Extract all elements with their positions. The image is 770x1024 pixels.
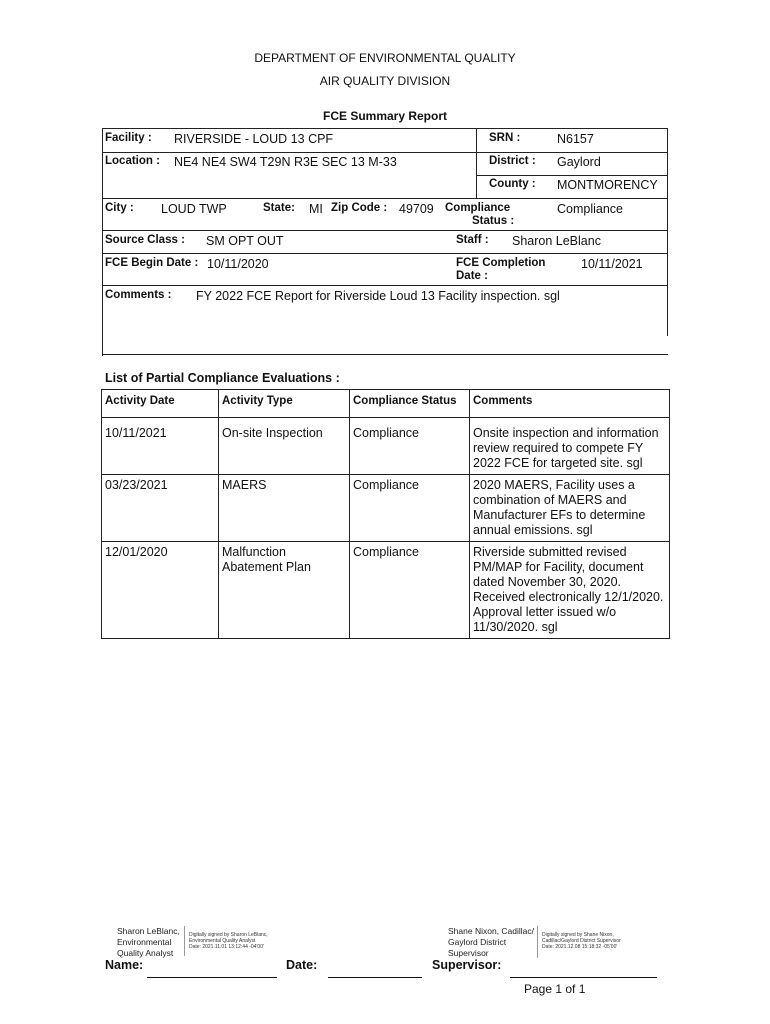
col-activity-type: Activity Type: [219, 390, 350, 418]
district-label: District :: [489, 155, 536, 167]
source-class-label: Source Class :: [105, 234, 185, 246]
table-row: [102, 542, 670, 639]
staff-value: Sharon LeBlanc: [512, 234, 601, 248]
box-left-border: [102, 128, 103, 356]
row-date: 10/11/2021: [102, 418, 219, 475]
analyst-digital-line2: Environmental Quality Analyst: [189, 938, 256, 944]
analyst-digital-signature: [189, 932, 279, 950]
state-label: State:: [263, 202, 295, 214]
state-value: MI: [309, 202, 323, 216]
srn-value: N6157: [557, 132, 594, 146]
row-comments: Riverside submitted revised PM/MAP for Facility, document dated November 30, 2020. Received electronically 12/1/2020. Approval letter issued w/o 11/30/2020. sgl: [470, 542, 670, 639]
supervisor-digital-line2: Cadillac/Gaylord District Supervisor: [542, 938, 621, 944]
comments-value: FY 2022 FCE Report for Riverside Loud 13 Facility inspection. sgl: [196, 289, 560, 303]
row-status: Compliance: [350, 542, 470, 639]
table-row: [102, 475, 670, 542]
col-comments: Comments: [470, 390, 670, 418]
row-divider-3: [102, 198, 668, 199]
location-value: NE4 NE4 SW4 T29N R3E SEC 13 M-33: [174, 155, 397, 169]
col-compliance-status: Compliance Status: [350, 390, 470, 418]
row-date: 12/01/2020: [102, 542, 219, 639]
report-title: FCE Summary Report: [322, 109, 448, 123]
page-number: Page 1 of 1: [524, 982, 586, 996]
box-right-border: [667, 128, 668, 336]
table-row: [102, 418, 670, 475]
supervisor-digital-signature: [542, 932, 642, 950]
facility-value: RIVERSIDE - LOUD 13 CPF: [174, 132, 334, 146]
fce-completion-label-1: FCE Completion: [456, 257, 546, 269]
supervisor-digital-line3: Date: 2021.12.08 15:18:32 -05'00': [542, 944, 618, 950]
county-label: County :: [489, 178, 536, 190]
box-top-border: [102, 128, 668, 129]
analyst-signature-name: Sharon LeBlanc, Environmental Quality Analyst: [117, 926, 180, 958]
row-comments: 2020 MAERS, Facility uses a combination of MAERS and Manufacturer EFs to determine annual emissions. sgl: [470, 475, 670, 542]
analyst-digital-line3: Date: 2021.11.01 13:12:44 -04'00': [189, 944, 264, 950]
row-status: Compliance: [350, 475, 470, 542]
row-type: MAERS: [219, 475, 350, 542]
zip-value: 49709: [399, 202, 434, 216]
supervisor-label: Supervisor:: [432, 958, 502, 972]
row-divider-1: [102, 152, 668, 153]
row-status: Compliance: [350, 418, 470, 475]
compliance-status-value: Compliance: [557, 202, 624, 216]
row-type: On-site Inspection: [219, 418, 350, 475]
box-column-divider: [476, 128, 477, 198]
pce-header-row: [102, 390, 670, 418]
row-divider-6: [102, 285, 668, 286]
source-class-value: SM OPT OUT: [206, 234, 284, 248]
row-comments: Onsite inspection and information review required to compete FY 2022 FCE for targeted site. sgl: [470, 418, 670, 475]
facility-label: Facility :: [105, 132, 152, 144]
analyst-signature-divider: [184, 926, 185, 956]
row-divider-2: [476, 175, 668, 176]
zip-label: Zip Code :: [331, 202, 388, 214]
box-bottom-border: [102, 354, 668, 355]
fce-completion-label-2: Date :: [456, 270, 488, 282]
compliance-status-label-1: Compliance: [445, 202, 511, 214]
supervisor-signature-line: [510, 977, 657, 978]
county-value: MONTMORENCY: [557, 178, 658, 192]
fce-completion-value: 10/11/2021: [581, 257, 643, 271]
department-heading: DEPARTMENT OF ENVIRONMENTAL QUALITY: [254, 51, 516, 65]
supervisor-digital-line1: Digitally signed by Shane Nixon,: [542, 932, 614, 938]
row-divider-4: [102, 230, 668, 231]
date-signature-line: [328, 977, 422, 978]
row-type: Malfunction Abatement Plan: [219, 542, 350, 639]
district-value: Gaylord: [557, 155, 601, 169]
analyst-digital-line1: Digitally signed by Sharon LeBlanc,: [189, 932, 268, 938]
col-activity-date: Activity Date: [102, 390, 219, 418]
name-label: Name:: [105, 958, 144, 972]
staff-label: Staff :: [456, 234, 489, 246]
row-divider-5: [102, 253, 668, 254]
row-date: 03/23/2021: [102, 475, 219, 542]
srn-label: SRN :: [489, 132, 521, 144]
location-label: Location :: [105, 155, 160, 167]
division-heading: AIR QUALITY DIVISION: [319, 74, 451, 88]
supervisor-signature-divider: [537, 926, 538, 958]
fce-begin-label: FCE Begin Date :: [105, 257, 199, 269]
compliance-status-label-2: Status :: [472, 215, 515, 227]
comments-label: Comments :: [105, 289, 172, 301]
pce-section-title: List of Partial Compliance Evaluations :: [105, 371, 340, 385]
city-value: LOUD TWP: [161, 202, 227, 216]
fce-begin-value: 10/11/2020: [207, 257, 269, 271]
city-label: City :: [105, 202, 134, 214]
supervisor-signature-name: Shane Nixon, Cadillac/ Gaylord District Supervisor: [448, 926, 534, 958]
pce-table: [101, 389, 670, 639]
date-label: Date:: [286, 958, 318, 972]
name-signature-line: [147, 977, 277, 978]
